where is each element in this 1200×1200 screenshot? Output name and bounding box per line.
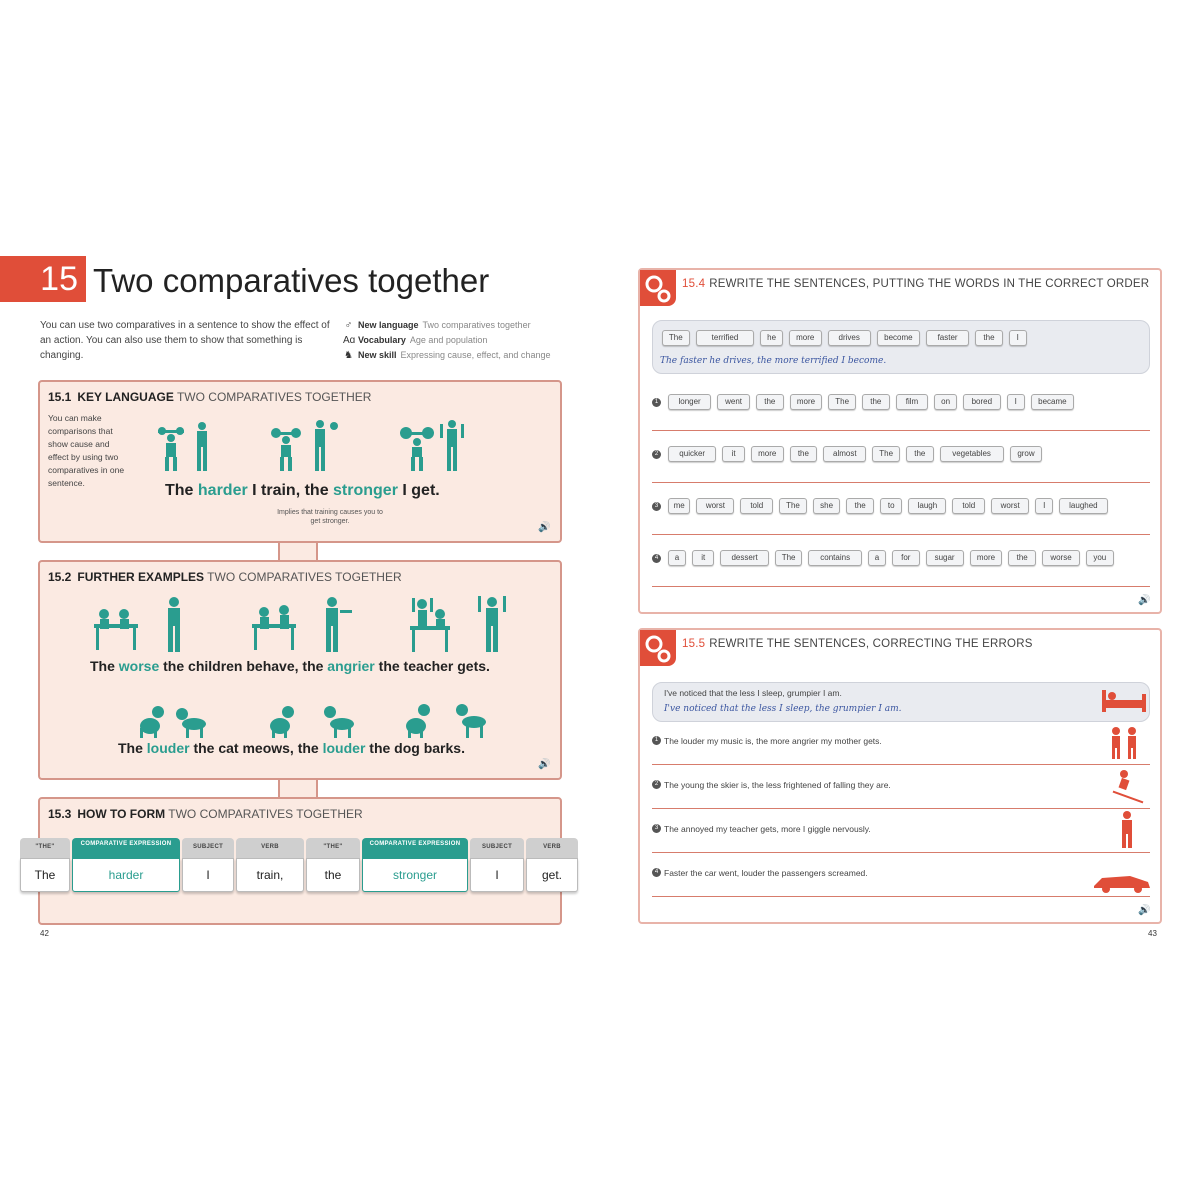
word-chip[interactable]: The bbox=[662, 330, 690, 346]
word-chip[interactable]: it bbox=[692, 550, 714, 566]
question-number: 2 bbox=[652, 450, 661, 459]
meta-row: ♞ New skill Expressing cause, effect, and change bbox=[344, 350, 551, 361]
further-examples-panel bbox=[38, 560, 562, 780]
word-chip[interactable]: I bbox=[1035, 498, 1053, 514]
panel-note: You can make comparisons that show cause and effect by using two comparatives in one sentence. bbox=[48, 413, 125, 488]
word-chip[interactable]: drives bbox=[828, 330, 871, 346]
question-text: The young the skier is, the less frightened of falling they are. bbox=[664, 780, 891, 790]
bed-icon bbox=[1100, 684, 1148, 714]
word-chip[interactable]: more bbox=[970, 550, 1003, 566]
word-chip[interactable]: worse bbox=[1042, 550, 1080, 566]
word-chip[interactable]: I bbox=[1007, 394, 1025, 410]
answer-line bbox=[652, 896, 1150, 897]
formula-piece: COMPARATIVE EXPRESSION stronger bbox=[362, 838, 468, 894]
word-chip[interactable]: she bbox=[813, 498, 841, 514]
page-number-right: 43 bbox=[1148, 929, 1157, 938]
example-question: I've noticed that the less I sleep, grumpier I am. bbox=[664, 688, 842, 698]
sentence-caption: Implies that training causes you to get stronger. bbox=[277, 509, 383, 525]
formula-piece: SUBJECT I bbox=[182, 838, 234, 894]
word-chip[interactable]: more bbox=[751, 446, 784, 462]
question-text: The louder my music is, the more angrier my mother gets. bbox=[664, 736, 882, 746]
skill-icon: ♞ bbox=[344, 350, 353, 361]
word-chip[interactable]: me bbox=[668, 498, 690, 514]
gear-icon bbox=[640, 270, 676, 306]
word-chip[interactable]: almost bbox=[823, 446, 866, 462]
question-number: 2 bbox=[652, 780, 661, 789]
cat-dog-illustration bbox=[132, 698, 492, 740]
word-chip[interactable]: contains bbox=[808, 550, 862, 566]
word-chip[interactable]: he bbox=[760, 330, 782, 346]
question-number: 4 bbox=[652, 554, 661, 563]
formula-piece: "THE" the bbox=[306, 838, 360, 894]
word-chip[interactable]: laughed bbox=[1059, 498, 1107, 514]
word-chip[interactable]: told bbox=[952, 498, 985, 514]
word-chip[interactable]: The bbox=[828, 394, 856, 410]
answer-line bbox=[652, 534, 1150, 535]
word-chip[interactable]: became bbox=[1031, 394, 1074, 410]
page-number-left: 42 bbox=[40, 929, 49, 938]
word-chip[interactable]: a bbox=[668, 550, 686, 566]
word-chip[interactable]: to bbox=[880, 498, 902, 514]
word-chip[interactable]: become bbox=[877, 330, 920, 346]
exercise-15-5 bbox=[638, 628, 1162, 924]
exercise-title: 15.4 REWRITE THE SENTENCES, PUTTING THE WORDS IN THE CORRECT ORDER bbox=[682, 278, 1150, 290]
panel-title: 15.3 HOW TO FORM TWO COMPARATIVES TOGETHER bbox=[48, 807, 363, 821]
example-answer: The faster he drives, the more terrified I become. bbox=[660, 356, 887, 366]
word-chip[interactable]: told bbox=[740, 498, 773, 514]
answer-line bbox=[652, 482, 1150, 483]
skier-icon bbox=[1110, 768, 1146, 804]
question-number: 4 bbox=[652, 868, 661, 877]
meta-row: ♂ New language Two comparatives together bbox=[344, 320, 531, 331]
example-sentence: The harder I train, the stronger I get. bbox=[165, 482, 440, 499]
answer-line bbox=[652, 764, 1150, 765]
word-chip[interactable]: The bbox=[775, 550, 803, 566]
word-chip[interactable]: the bbox=[756, 394, 784, 410]
formula-piece: "THE" The bbox=[20, 838, 70, 894]
formula-piece: COMPARATIVE EXPRESSION harder bbox=[72, 838, 180, 894]
audio-icon[interactable]: 🔊 bbox=[538, 759, 551, 770]
word-chip[interactable]: longer bbox=[668, 394, 711, 410]
word-chip[interactable]: more bbox=[790, 394, 823, 410]
word-chip[interactable]: The bbox=[872, 446, 900, 462]
formula-piece: VERB get. bbox=[526, 838, 578, 894]
word-chip[interactable]: on bbox=[934, 394, 956, 410]
people-icon bbox=[1106, 726, 1142, 760]
word-chip[interactable]: went bbox=[717, 394, 750, 410]
word-chip[interactable]: bored bbox=[963, 394, 1001, 410]
exercise-title: 15.5 REWRITE THE SENTENCES, CORRECTING THE ERRORS bbox=[682, 638, 1033, 650]
exercise-icon bbox=[640, 270, 676, 306]
weightlifting-illustration bbox=[152, 420, 482, 472]
question-number: 1 bbox=[652, 398, 661, 407]
exercise-15-4 bbox=[638, 268, 1162, 614]
word-chip[interactable]: the bbox=[1008, 550, 1036, 566]
answer-line bbox=[652, 586, 1150, 587]
meta-row: Aɑ Vocabulary Age and population bbox=[343, 335, 488, 346]
word-chip[interactable]: laugh bbox=[908, 498, 946, 514]
word-chip[interactable]: dessert bbox=[720, 550, 768, 566]
word-chip[interactable]: it bbox=[722, 446, 744, 462]
word-chip[interactable]: a bbox=[868, 550, 886, 566]
word-chip[interactable]: the bbox=[790, 446, 818, 462]
answer-line bbox=[652, 852, 1150, 853]
word-chip[interactable]: for bbox=[892, 550, 920, 566]
sentence-formula bbox=[20, 838, 580, 896]
word-chip[interactable]: sugar bbox=[926, 550, 964, 566]
example-sentence-2: The louder the cat meows, the louder the dog barks. bbox=[118, 740, 465, 756]
unit-title: Two comparatives together bbox=[93, 262, 490, 299]
example-answer: I've noticed that the less I sleep, the grumpier I am. bbox=[664, 704, 902, 714]
question-number: 3 bbox=[652, 824, 661, 833]
word-chip[interactable]: quicker bbox=[668, 446, 716, 462]
grammar-icon: ♂ bbox=[344, 320, 353, 331]
word-chip[interactable]: The bbox=[779, 498, 807, 514]
unit-meta bbox=[343, 318, 573, 363]
word-chip[interactable]: you bbox=[1086, 550, 1114, 566]
word-chip[interactable]: the bbox=[862, 394, 890, 410]
word-chip[interactable]: faster bbox=[926, 330, 969, 346]
word-chip[interactable]: film bbox=[896, 394, 929, 410]
formula-piece: VERB train, bbox=[236, 838, 304, 894]
car-icon bbox=[1092, 870, 1152, 894]
gear-icon bbox=[640, 630, 676, 666]
audio-icon[interactable]: 🔊 bbox=[538, 522, 551, 533]
formula-piece: SUBJECT I bbox=[470, 838, 524, 894]
word-chip[interactable]: the bbox=[846, 498, 874, 514]
unit-intro: You can use two comparatives in a sentence to show the effect of an action. You can also use them to show that something is changing. bbox=[40, 320, 330, 361]
exercise-icon bbox=[640, 630, 676, 666]
classroom-illustration bbox=[92, 596, 512, 654]
answer-line bbox=[652, 430, 1150, 431]
word-chip[interactable]: more bbox=[789, 330, 822, 346]
panel-title: 15.1 KEY LANGUAGE TWO COMPARATIVES TOGETHER bbox=[48, 390, 372, 404]
word-chip[interactable]: grow bbox=[1010, 446, 1043, 462]
answer-line bbox=[652, 808, 1150, 809]
audio-icon[interactable]: 🔊 bbox=[1138, 905, 1151, 916]
teacher-icon bbox=[1116, 810, 1138, 850]
word-chip[interactable]: worst bbox=[991, 498, 1029, 514]
question-text: The annoyed my teacher gets, more I giggle nervously. bbox=[664, 824, 871, 834]
question-number: 3 bbox=[652, 502, 661, 511]
word-chip[interactable]: terrified bbox=[696, 330, 755, 346]
word-chip[interactable]: vegetables bbox=[940, 446, 1004, 462]
key-language-panel bbox=[38, 380, 562, 543]
audio-icon[interactable]: 🔊 bbox=[1138, 595, 1151, 606]
question-text: Faster the car went, louder the passengers screamed. bbox=[664, 868, 868, 878]
example-sentence-1: The worse the children behave, the angrier the teacher gets. bbox=[90, 658, 490, 674]
panel-title: 15.2 FURTHER EXAMPLES TWO COMPARATIVES TOGETHER bbox=[48, 570, 402, 584]
word-chip[interactable]: the bbox=[906, 446, 934, 462]
word-chip[interactable]: the bbox=[975, 330, 1003, 346]
word-chip[interactable]: I bbox=[1009, 330, 1027, 346]
word-chip[interactable]: worst bbox=[696, 498, 734, 514]
vocabulary-icon: Aɑ bbox=[343, 335, 356, 346]
unit-number-badge: 15 bbox=[0, 256, 86, 302]
question-number: 1 bbox=[652, 736, 661, 745]
